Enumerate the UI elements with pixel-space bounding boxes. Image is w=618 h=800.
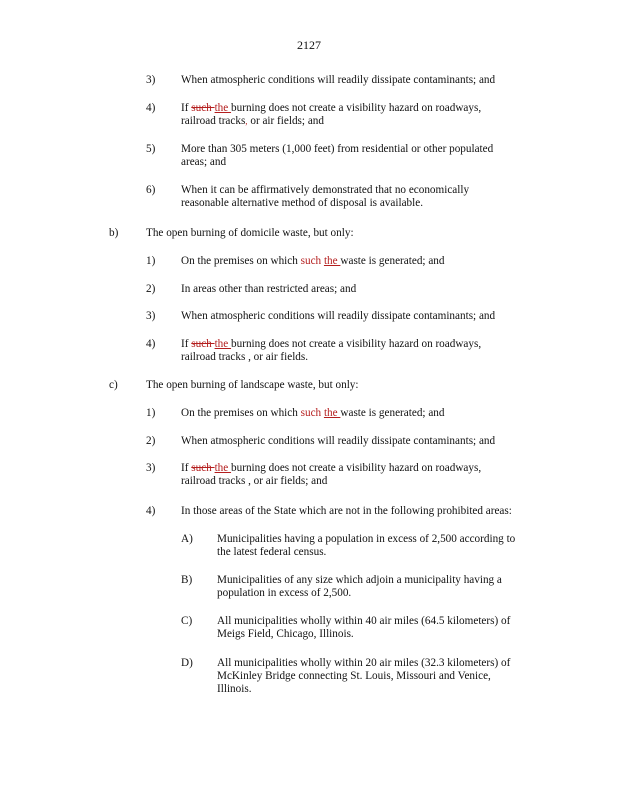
redline-text: such [300,407,324,419]
redline-text: such [300,255,324,267]
item-text: On the premises on which such the waste is generated; and [181,255,445,267]
item-label: 4) [146,338,156,350]
section-heading: The open burning of landscape waste, but only: [146,379,359,391]
item-label: B) [181,574,193,586]
section-label: b) [109,227,119,239]
deleted-text: such [191,338,215,350]
deleted-text: such [191,102,215,114]
item-label: 2) [146,283,156,295]
item-text: When atmospheric conditions will readily dissipate contaminants; and [181,435,496,447]
item-text: Municipalities of any size which adjoin a municipality having a population in excess of 2,500. [217,574,502,599]
item-text: If such the burning does not create a visibility hazard on roadways, railroad tracks , or air fields; and [181,462,482,487]
item-label: 3) [146,74,156,86]
inserted-text: the [214,102,232,114]
section-heading: The open burning of domicile waste, but only: [146,227,354,239]
item-text: When it can be affirmatively demonstrated that no economically reasonable alternative method of disposal is available. [181,184,470,209]
item-label: 3) [146,310,156,322]
item-label: 4) [146,505,156,517]
item-label: 3) [146,462,156,474]
inserted-text: the [323,255,341,267]
item-text: Municipalities having a population in excess of 2,500 according to the latest federal census. [217,533,516,558]
item-text: In those areas of the State which are not in the following prohibited areas: [181,505,512,517]
item-text: All municipalities wholly within 20 air miles (32.3 kilometers) of McKinley Bridge connecting St. Louis, Missouri and Venice, Illinois. [217,657,511,695]
item-text: All municipalities wholly within 40 air miles (64.5 kilometers) of Meigs Field, Chicago, Illinois. [217,615,511,640]
item-text: If such the burning does not create a visibility hazard on roadways, railroad tracks , or air fields. [181,338,482,363]
inserted-text: the [323,407,341,419]
item-text: When atmospheric conditions will readily dissipate contaminants; and [181,74,496,86]
item-label: 1) [146,407,156,419]
revision-mark: , [245,116,248,126]
deleted-text: such [191,462,215,474]
item-text: If such the burning does not create a visibility hazard on roadways, railroad tracks, or air fields; and [181,102,482,127]
item-label: A) [181,533,193,545]
item-label: 4) [146,102,156,114]
item-label: C) [181,615,193,627]
inserted-text: the [214,338,232,350]
item-text: In areas other than restricted areas; and [181,283,357,295]
item-text: More than 305 meters (1,000 feet) from residential or other populated areas; and [181,143,494,168]
page-number: 2127 [297,38,321,52]
item-label: D) [181,657,193,669]
inserted-text: the [214,462,232,474]
item-text: On the premises on which such the waste is generated; and [181,407,445,419]
item-label: 5) [146,143,156,155]
item-label: 2) [146,435,156,447]
item-label: 1) [146,255,156,267]
section-label: c) [109,379,118,391]
item-text: When atmospheric conditions will readily dissipate contaminants; and [181,310,496,322]
item-label: 6) [146,184,156,196]
